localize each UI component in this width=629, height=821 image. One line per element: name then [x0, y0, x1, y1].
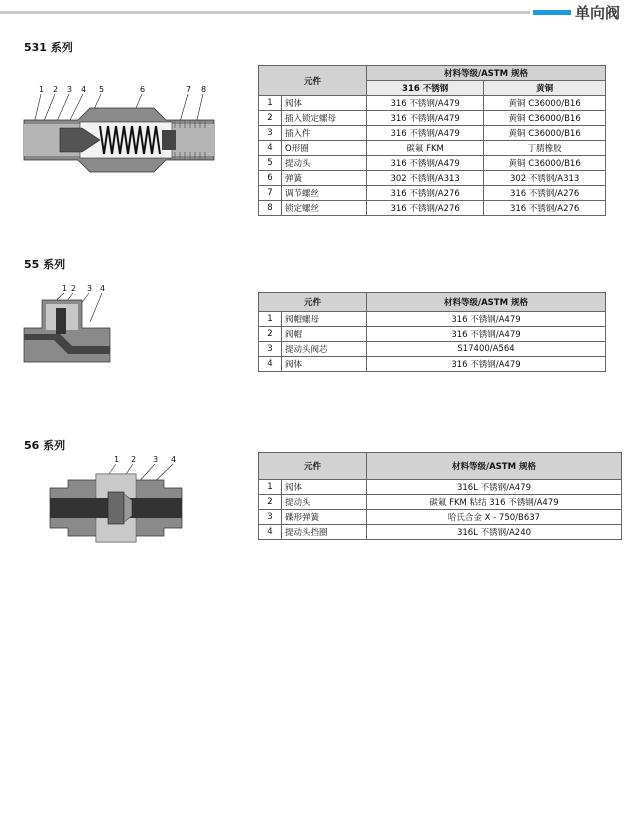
table-header-material: 材料等级/ASTM 规格 [367, 66, 606, 81]
table-row: 4 O形圈 碳氟 FKM 丁腈橡胶 [259, 141, 606, 156]
callout-2: 2 [53, 85, 59, 94]
table-row: 7 调节螺丝 316 不锈钢/A276 316 不锈钢/A276 [259, 186, 606, 201]
series-531-table [258, 65, 606, 216]
series-56-title: 56 系列 [24, 439, 66, 452]
callout-3: 3 [67, 85, 73, 94]
table-header-component: 元件 [259, 453, 367, 480]
table-row: 5 提动头 316 不锈钢/A479 黄铜 C36000/B16 [259, 156, 606, 171]
table-row: 3 插入件 316 不锈钢/A479 黄铜 C36000/B16 [259, 126, 606, 141]
callout-1: 1 [62, 284, 68, 293]
header-rule [0, 11, 530, 14]
series-55-diagram [20, 282, 120, 372]
callout-1: 1 [114, 455, 120, 464]
series-55-table [258, 292, 606, 372]
table-subheader-316: 316 不锈钢 [367, 81, 484, 96]
header-accent-bar [533, 10, 571, 15]
series-56-table [258, 452, 622, 540]
callout-8: 8 [201, 85, 207, 94]
callout-4: 4 [81, 85, 87, 94]
table-row: 1 阀帽螺母 316 不锈钢/A479 [259, 312, 606, 327]
series-531-title: 531 系列 [24, 41, 73, 54]
callout-3: 3 [153, 455, 159, 464]
table-row: 3 碟形弹簧 哈氏合金 X - 750/B637 [259, 510, 622, 525]
table-header-component: 元件 [259, 66, 367, 96]
callout-2: 2 [71, 284, 77, 293]
table-row: 1 阀体 316 不锈钢/A479 黄铜 C36000/B16 [259, 96, 606, 111]
table-row: 2 插入锁定螺母 316 不锈钢/A479 黄铜 C36000/B16 [259, 111, 606, 126]
callout-7: 7 [186, 85, 192, 94]
table-row: 4 阀体 316 不锈钢/A479 [259, 357, 606, 372]
table-row: 2 阀帽 316 不锈钢/A479 [259, 327, 606, 342]
callout-2: 2 [131, 455, 137, 464]
callout-4: 4 [171, 455, 177, 464]
callout-4: 4 [100, 284, 106, 293]
page-title: 单向阀 [575, 4, 621, 22]
series-531-diagram [20, 82, 220, 187]
table-row: 6 弹簧 302 不锈钢/A313 302 不锈钢/A313 [259, 171, 606, 186]
table-header-material: 材料等级/ASTM 规格 [367, 293, 606, 312]
table-header-component: 元件 [259, 293, 367, 312]
table-subheader-brass: 黄铜 [484, 81, 606, 96]
table-row: 8 锁定螺丝 316 不锈钢/A276 316 不锈钢/A276 [259, 201, 606, 216]
callout-1: 1 [39, 85, 45, 94]
table-row: 4 提动头挡圈 316L 不锈钢/A240 [259, 525, 622, 540]
series-55-title: 55 系列 [24, 258, 66, 271]
series-56-diagram [46, 452, 186, 544]
callout-5: 5 [99, 85, 105, 94]
table-row: 3 提动头阀芯 S17400/A564 [259, 342, 606, 357]
table-row: 2 提动头 碳氟 FKM 粘结 316 不锈钢/A479 [259, 495, 622, 510]
table-row: 1 阀体 316L 不锈钢/A479 [259, 480, 622, 495]
callout-3: 3 [87, 284, 93, 293]
callout-6: 6 [140, 85, 146, 94]
table-header-material: 材料等级/ASTM 规格 [367, 453, 622, 480]
